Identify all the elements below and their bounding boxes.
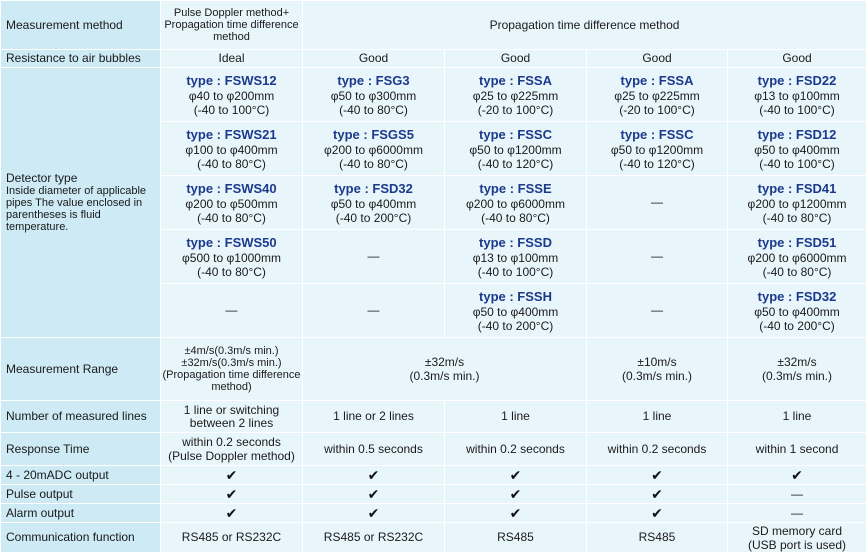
comm-cell: RS485 or RS232C (303, 523, 445, 553)
detector-type: type : FSD41 (757, 180, 837, 196)
range-col5-value: ±32m/s (777, 355, 817, 369)
detector-dia: φ25 to φ225mm (472, 88, 559, 103)
row-alarm-output (1, 504, 866, 523)
detector-dia: φ50 to φ400mm (754, 304, 840, 319)
detector-type: type : FSWS40 (186, 180, 277, 196)
method-col1: Pulse Doppler method+ Propagation time difference method (161, 1, 303, 50)
response-cell: within 0.2 seconds (587, 433, 728, 466)
air-bubbles-cell: Good (728, 50, 866, 68)
detector-temp: (-40 to 100°C) (477, 264, 554, 279)
detector-cell (161, 122, 303, 176)
detector-temp: (-20 to 100°C) (619, 102, 695, 117)
empty-dash-cell: — (303, 230, 445, 284)
detector-type: type : FSD51 (757, 234, 837, 250)
label-measurement-method: Measurement method (1, 1, 161, 50)
detector-cell (587, 122, 728, 176)
detector-type: type : FSSC (479, 126, 552, 142)
detector-type: type : FSGS5 (333, 126, 414, 142)
label-analog-output: 4 - 20mADC output (1, 466, 161, 485)
detector-temp: (-40 to 80°C) (339, 156, 408, 171)
empty-dash-cell: — (587, 230, 728, 284)
detector-temp: (-40 to 100°C) (193, 102, 270, 117)
detector-temp: (-40 to 120°C) (477, 156, 554, 171)
check-icon: ✔ (303, 466, 445, 485)
detector-type: type : FSSD (479, 234, 552, 250)
detector-cell (445, 122, 587, 176)
detector-temp: (-40 to 120°C) (619, 156, 695, 171)
air-bubbles-cell: Ideal (161, 50, 303, 68)
detector-dia: φ50 to φ400mm (472, 304, 559, 319)
detector-dia: φ40 to φ200mm (188, 88, 275, 103)
detector-type-note: Inside diameter of applicable pipes The value enclosed in parentheses is fluid temperature. (6, 185, 147, 233)
label-response-time: Response Time (1, 433, 161, 466)
empty-dash-cell: — (587, 176, 728, 230)
detector-dia: φ50 to φ1200mm (469, 142, 562, 157)
range-col4 (587, 338, 728, 401)
response-col1-note: (Pulse Doppler method) (168, 449, 295, 463)
detector-temp: (-40 to 200°C) (477, 318, 554, 333)
detector-type: type : FSSA (620, 72, 694, 88)
detector-dia: φ13 to φ100mm (754, 88, 840, 103)
row-measurement-method (1, 1, 866, 50)
row-pulse-output (1, 485, 866, 504)
detector-dia: φ100 to φ400mm (185, 142, 278, 157)
check-icon: ✔ (303, 504, 445, 523)
detector-dia: φ200 to φ6000mm (466, 196, 565, 211)
label-communication: Communication function (1, 523, 161, 553)
response-cell: within 0.5 seconds (303, 433, 445, 466)
dash-cell: — (728, 485, 866, 504)
comm-col5-usb: (USB port is used) (747, 537, 847, 552)
check-icon: ✔ (445, 504, 587, 523)
detector-dia: φ200 to φ6000mm (324, 142, 423, 157)
detector-temp: (-40 to 100°C) (759, 102, 835, 117)
range-col4-value: ±10m/s (637, 355, 677, 369)
air-bubbles-cell: Good (587, 50, 728, 68)
detector-dia: φ13 to φ100mm (472, 250, 559, 265)
detector-cell (161, 176, 303, 230)
detector-type: type : FSSH (479, 288, 552, 304)
range-col23-min: (0.3m/s min.) (409, 369, 480, 383)
response-cell: within 1 second (728, 433, 866, 466)
response-cell: within 0.2 seconds (445, 433, 587, 466)
label-measured-lines: Number of measured lines (1, 401, 161, 433)
check-icon: ✔ (445, 485, 587, 504)
lines-cell: 1 line (587, 401, 728, 433)
comm-col5 (728, 523, 866, 553)
row-analog-output (1, 466, 866, 485)
detector-temp: (-40 to 80°C) (197, 264, 266, 279)
detector-cell (303, 176, 445, 230)
detector-type: type : FSD32 (757, 288, 837, 304)
detector-temp: (-40 to 80°C) (481, 210, 550, 225)
detector-cell (445, 230, 587, 284)
detector-cell (161, 68, 303, 122)
detector-dia: φ25 to φ225mm (614, 88, 700, 103)
row-measured-lines (1, 401, 866, 433)
detector-type: type : FSG3 (337, 72, 410, 88)
comm-cell: RS485 or RS232C (161, 523, 303, 553)
detector-cell (728, 122, 866, 176)
detector-type: type : FSWS12 (186, 72, 277, 88)
lines-cell: 1 line (445, 401, 587, 433)
check-icon: ✔ (728, 466, 866, 485)
check-icon: ✔ (587, 466, 728, 485)
check-icon: ✔ (161, 504, 303, 523)
comm-col5-sd: SD memory card (752, 523, 843, 538)
label-measurement-range: Measurement Range (1, 338, 161, 401)
comm-cell: RS485 (587, 523, 728, 553)
detector-cell (728, 230, 866, 284)
detector-cell (303, 122, 445, 176)
air-bubbles-cell: Good (445, 50, 587, 68)
detector-temp: (-40 to 80°C) (197, 210, 266, 225)
row-detector-1 (1, 68, 866, 122)
detector-cell (728, 68, 866, 122)
detector-dia: φ200 to φ6000mm (747, 250, 847, 265)
detector-cell (161, 230, 303, 284)
detector-cell (728, 284, 866, 338)
response-col1-value: within 0.2 seconds (182, 435, 281, 449)
empty-dash-cell: — (303, 284, 445, 338)
range-col1: ±4m/s(0.3m/s min.) ±32m/s(0.3m/s min.) (Propagation time difference method) (161, 338, 303, 401)
detector-cell (445, 176, 587, 230)
check-icon: ✔ (587, 504, 728, 523)
check-icon: ✔ (445, 466, 587, 485)
check-icon: ✔ (161, 466, 303, 485)
detector-temp: (-40 to 80°C) (762, 210, 832, 225)
detector-type: type : FSSE (479, 180, 552, 196)
detector-dia: φ50 to φ400mm (754, 142, 840, 157)
label-alarm-output: Alarm output (1, 504, 161, 523)
lines-cell: 1 line (728, 401, 866, 433)
row-air-bubbles (1, 50, 866, 68)
detector-dia: φ200 to φ500mm (185, 196, 278, 211)
detector-temp: (-40 to 80°C) (762, 264, 832, 279)
comm-cell: RS485 (445, 523, 587, 553)
check-icon: ✔ (303, 485, 445, 504)
row-response-time (1, 433, 866, 466)
check-icon: ✔ (587, 485, 728, 504)
detector-dia: φ50 to φ300mm (330, 88, 417, 103)
range-col23 (303, 338, 587, 401)
row-communication (1, 523, 866, 553)
detector-dia: φ500 to φ1000mm (182, 250, 281, 265)
detector-type-title: Detector type (6, 171, 78, 185)
dash-cell: — (728, 504, 866, 523)
detector-temp: (-40 to 200°C) (759, 318, 835, 333)
detector-dia: φ50 to φ1200mm (610, 142, 704, 157)
range-col4-min: (0.3m/s min.) (621, 369, 692, 383)
response-col1 (161, 433, 303, 466)
lines-cell: 1 line or switching between 2 lines (161, 401, 303, 433)
check-icon: ✔ (161, 485, 303, 504)
range-col23-value: ±32m/s (424, 355, 465, 369)
empty-dash-cell: — (587, 284, 728, 338)
detector-cell (445, 284, 587, 338)
label-pulse-output: Pulse output (1, 485, 161, 504)
detector-cell (728, 176, 866, 230)
detector-type: type : FSD22 (757, 72, 837, 88)
method-others: Propagation time difference method (303, 1, 866, 50)
detector-cell (303, 68, 445, 122)
label-air-bubbles: Resistance to air bubbles (1, 50, 161, 68)
detector-type: type : FSD32 (334, 180, 413, 196)
detector-type: type : FSSC (620, 126, 694, 142)
empty-dash-cell: — (161, 284, 303, 338)
detector-dia: φ200 to φ1200mm (747, 196, 847, 211)
range-col5 (728, 338, 866, 401)
detector-temp: (-40 to 100°C) (759, 156, 835, 171)
detector-type: type : FSSA (479, 72, 552, 88)
detector-temp: (-20 to 100°C) (477, 102, 554, 117)
air-bubbles-cell: Good (303, 50, 445, 68)
lines-cell: 1 line or 2 lines (303, 401, 445, 433)
label-detector-type (1, 68, 161, 338)
detector-cell (587, 68, 728, 122)
detector-type: type : FSD12 (757, 126, 837, 142)
detector-cell (445, 68, 587, 122)
detector-temp: (-40 to 80°C) (339, 102, 408, 117)
detector-type: type : FSWS21 (186, 126, 277, 142)
range-col5-min: (0.3m/s min.) (762, 369, 833, 383)
detector-type: type : FSWS50 (186, 234, 277, 250)
row-measurement-range (1, 338, 866, 401)
detector-dia: φ50 to φ400mm (330, 196, 417, 211)
detector-temp: (-40 to 200°C) (335, 210, 412, 225)
detector-temp: (-40 to 80°C) (197, 156, 266, 171)
